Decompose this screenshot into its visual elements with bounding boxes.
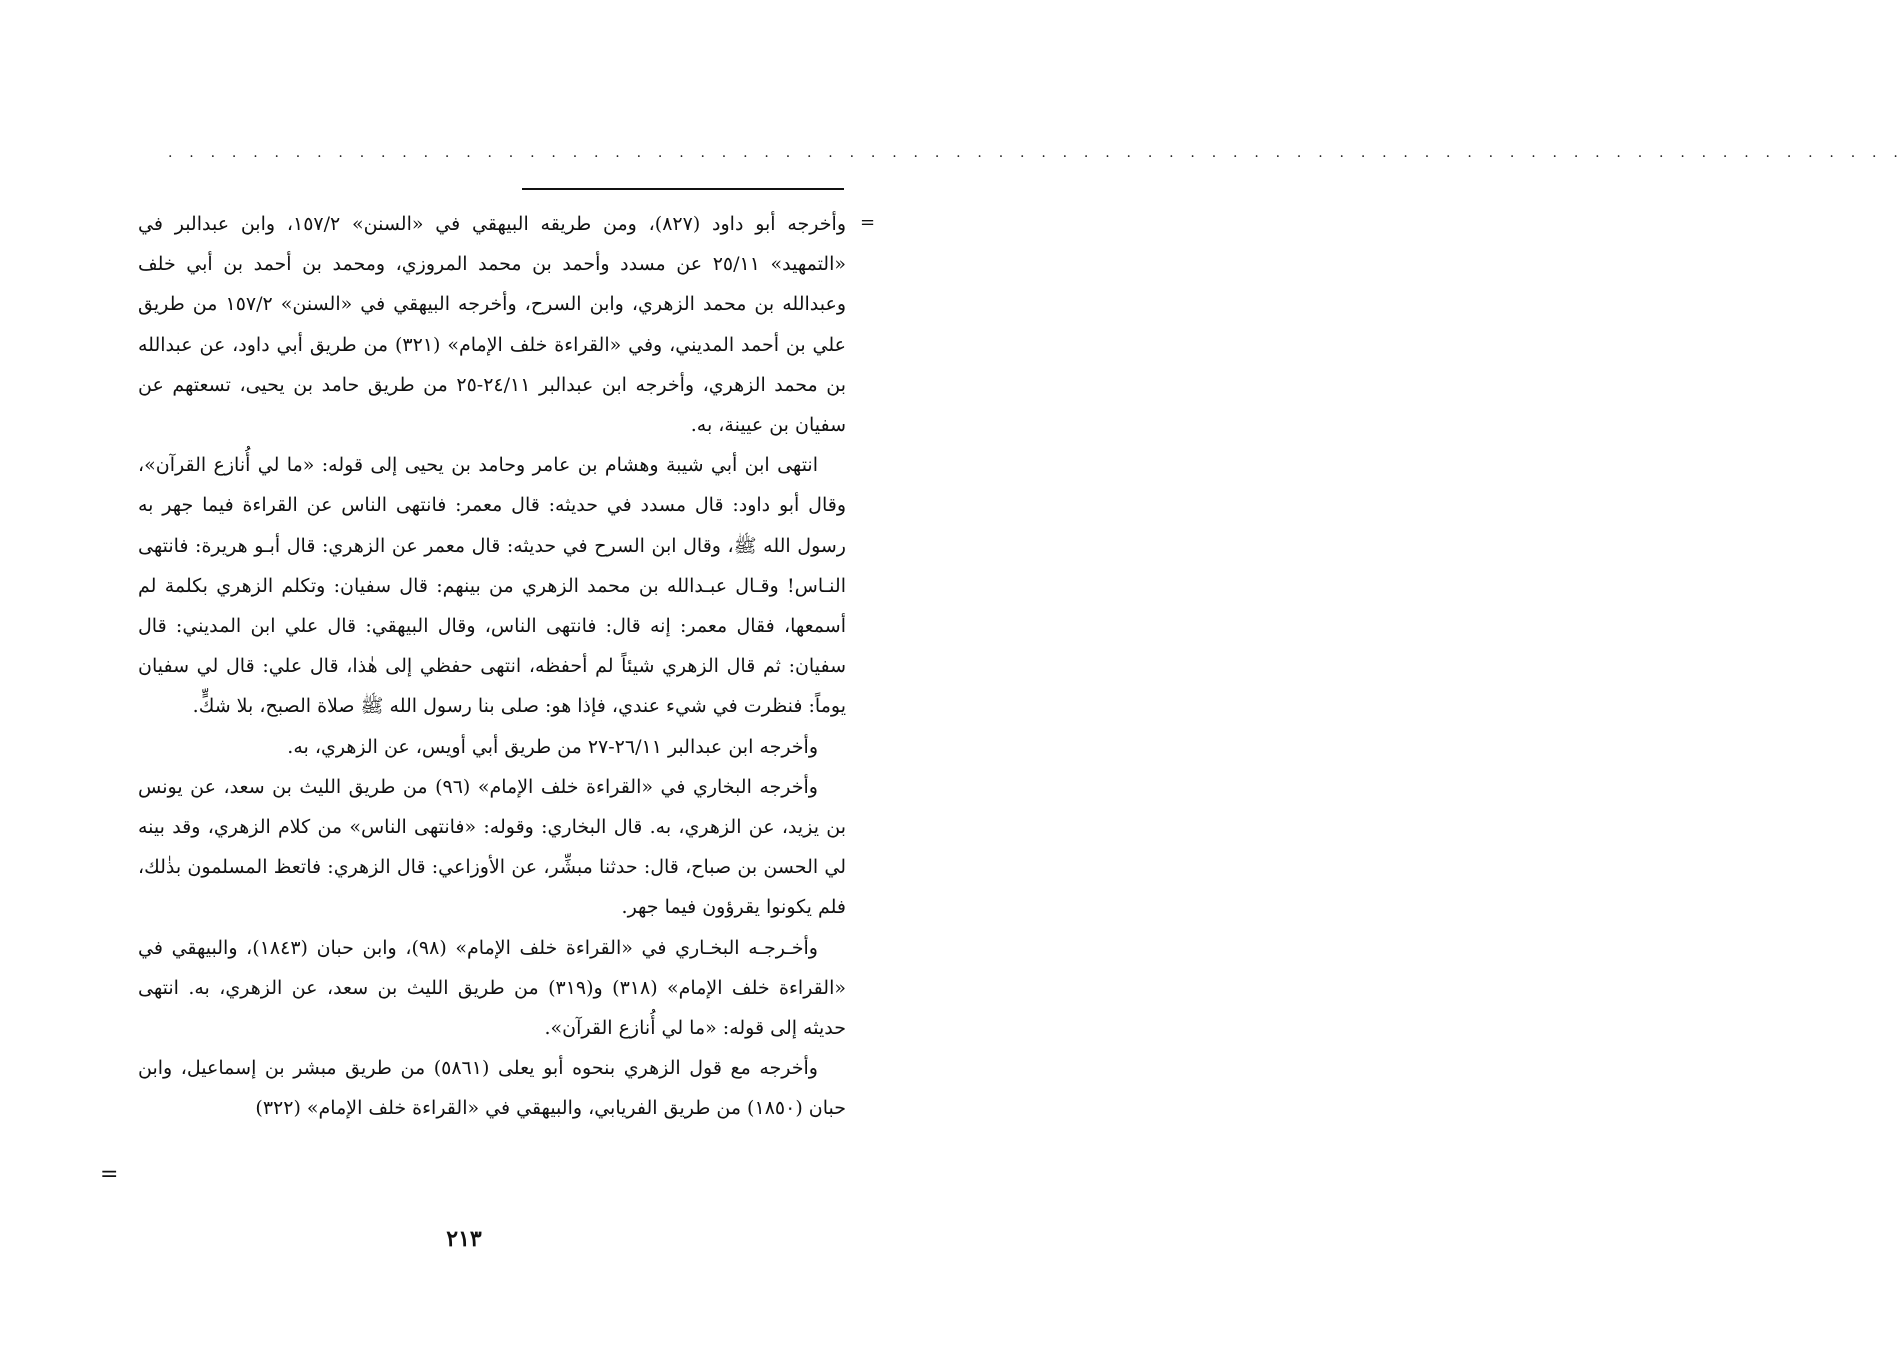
page-number: ٢١٣ [446, 1226, 482, 1252]
paragraph-1: وأخرجه أبو داود (٨٢٧)، ومن طريقه البيهقي في «السنن» ١٥٧/٢، وابن عبدالبر في «التمهيد» ٢٥/١١ عن مسدد وأحمد بن محمد المروزي، ومحمد بن أحمد بن أبي خلف وعبدالله بن محمد الزهري، وابن السرح، وأخرجه البيهقي في «السنن» ١٥٧/٢ من طريق علي بن أحمد المديني، وفي «القراءة خلف الإمام» (٣٢١) من طريق أبي داود، عن عبدالله بن محمد الزهري، وأخرجه ابن عبدالبر ٢٤/١١-٢٥ من طريق حامد بن يحيى، تسعتهم عن سفيان بن عيينة، به. [138, 213, 847, 437]
footnote-rule [522, 188, 844, 190]
paragraph-2: انتهى ابن أبي شيبة وهشام بن عامر وحامد بن يحيى إلى قوله: «ما لي أُنازع القرآن»، وقال أبو داود: قال مسدد في حديثه: قال معمر: فانتهى الناس عن القراءة فيما جهر به رسول الله ﷺ، وقال ابن السرح في حديثه: قال معمر عن الزهري: قال أبـو هريرة: فانتهى النـاس! وقـال عبـدالله بن محمد الزهري من بينهم: قال سفيان: وتكلم الزهري بكلمة لم أسمعها، فقال معمر: إنه قال: فانتهى الناس، وقال البيهقي: قال علي ابن المديني: قال سفيان: ثم قال الزهري شيئاً لم أحفظه، انتهى حفظي إلى هٰذا، قال علي: قال لي سفيان يوماً: فنظرت في شيء عندي، فإذا هو: صلى بنا رسول الله ﷺ صلاة الصبح، بلا شكٍّ. [138, 454, 846, 718]
continuation-mark-top: = [860, 212, 876, 233]
paragraph-4: وأخرجه البخاري في «القراءة خلف الإمام» (٩٦) من طريق الليث بن سعد، عن يونس بن يزيد، عن الزهري، به. قال البخاري: وقوله: «فانتهى الناس» من كلام الزهري، وقد بينه لي الحسن بن صباح، قال: حدثنا مبشِّر، عن الأوزاعي: قال الزهري: فاتعظ المسلمون بذٰلك، فلم يكونوا يقرؤون فيما جهر. [138, 775, 846, 919]
paragraph-3: وأخرجه ابن عبدالبر ٢٦/١١-٢٧ من طريق أبي أويس، عن الزهري، به. [287, 735, 818, 758]
paragraph-6: وأخرجه مع قول الزهري بنحوه أبو يعلى (٥٨٦١) من طريق مبشر بن إسماعيل، وابن حبان (١٨٥٠) من طريق الفريابي، والبيهقي في «القراءة خلف الإمام» (٣٢٢) [138, 1057, 846, 1120]
separator-dots: . . . . . . . . . . . . . . . . . . . . . . . . . . . . . . . . . . . . . . . . . . . . . . . . . . . . . . . . . . . . . . . . . . . . . . . . . . . . . . . . . . [168, 145, 1904, 161]
footnote-text [138, 204, 846, 1129]
continuation-mark-bottom: = [100, 1162, 119, 1187]
paragraph-5: وأخـرجـه البخـاري في «القراءة خلف الإمام» (٩٨)، وابن حبان (١٨٤٣)، والبيهقي في «القراءة خلف الإمام» (٣١٨) و(٣١٩) من طريق الليث بن سعد، عن الزهري، به. انتهى حديثه إلى قوله: «ما لي أُنازع القرآن». [138, 936, 846, 1040]
